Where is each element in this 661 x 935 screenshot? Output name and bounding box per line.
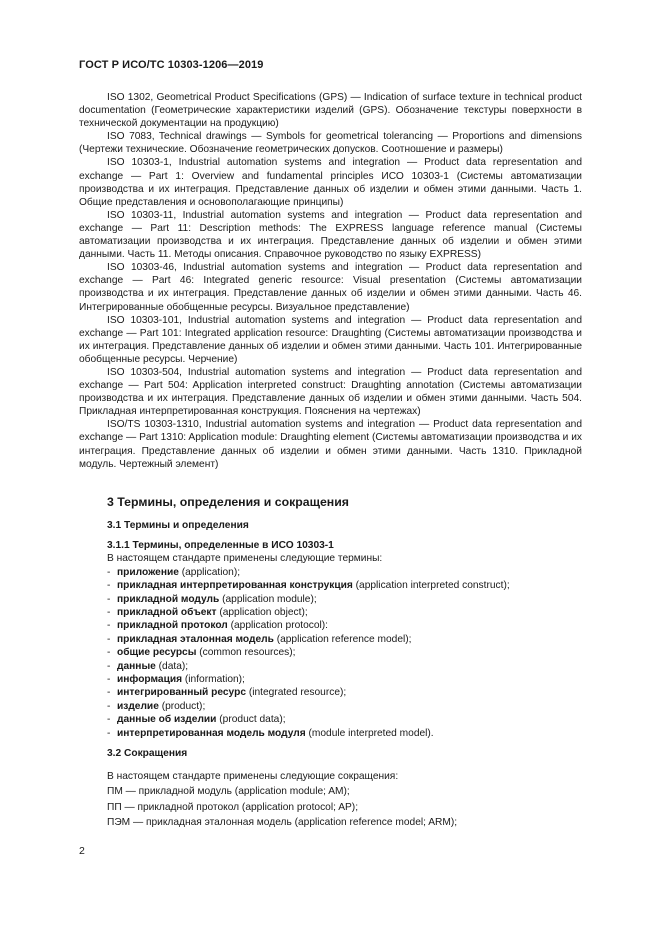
list-item: - прикладная интерпретированная конструкция (application interpreted construct); [107,580,510,592]
term-name: интегрированный ресурс [117,687,246,699]
normative-references [79,91,582,471]
term-english: (information); [182,674,245,686]
term-name: прикладная интерпретированная конструкция [117,580,353,592]
list-item: - изделие (product); [107,700,206,712]
reference-item: ISO 10303-1, Industrial automation systems and integration — Product data representation and exchange — Part 1: Overview and fundamental principles ИСО 10303-1 (Системы автоматизации производства и их интеграция. Представление данных об изделии и обмен этими данными. Часть 1. Общие представления и основополагающие принципы) [79,157,582,208]
term-name: интерпретированная модель модуля [117,727,306,739]
term-name: информация [117,674,183,686]
abbreviations-block [107,769,587,831]
subsection-title: 3.2 Сокращения [107,748,188,759]
terms-intro: В настоящем стандарте применены следующие термины: [107,553,383,565]
section-title: 3 Термины, определения и сокращения [107,495,349,509]
reference-item: ISO 10303-504, Industrial automation systems and integration — Product data representation and exchange — Part 504: Application interpreted construct: Draughting annotation (Системы автоматизации производства и их интеграция. Представление данных об изделии и обмен этими данными. Часть 504. Прикладная интерпретированная конструкция. Пояснения на чертежах) [79,366,582,418]
list-item: - общие ресурсы (common resources); [107,647,296,659]
standard-header: ГОСТ Р ИСО/ТС 10303-1206—2019 [79,59,264,71]
list-item: - интегрированный ресурс (integrated resource); [107,687,347,699]
term-english: (application module); [219,593,317,605]
term-name: прикладной протокол [117,620,228,632]
reference-item: ISO 7083, Technical drawings — Symbols for geometrical tolerancing — Proportions and dimensions (Чертежи технические. Обозначение геометрических допусков. Соотношение и размеры) [79,131,582,156]
term-english: (application interpreted construct); [352,580,510,592]
list-item: - прикладной модуль (application module); [107,593,317,605]
list-item: - данные (data); [107,660,189,672]
abbreviations-intro: В настоящем стандарте применены следующие сокращения: [107,771,399,782]
term-english: (integrated resource); [245,687,347,699]
list-item: - информация (information); [107,674,245,686]
term-english: (data); [155,660,189,672]
term-list [107,566,587,740]
term-name: приложение [117,566,179,578]
reference-item: ISO 1302, Geometrical Product Specifications (GPS) — Indication of surface texture in technical product documentation (Геометрические характеристики изделий (GPS). Обозначение текстуры поверхности в технической документации на продукцию) [79,92,582,130]
term-english: (product data); [216,714,286,726]
list-item: - приложение (application); [107,566,241,578]
reference-item: ISO 10303-46, Industrial automation systems and integration — Product data representation and exchange — Part 46: Integrated generic resource: Visual presentation (Системы автоматизации производства и их интеграция. Представление данных об изделии и обмен этими данными. Часть 46. Интегрированные обобщенные ресурсы. Визуальное представление) [79,262,582,313]
subsubsection-title: 3.1.1 Термины, определенные в ИСО 10303-1 [107,540,334,551]
reference-item: ISO 10303-101, Industrial automation systems and integration — Product data representation and exchange — Part 101: Integrated application resource: Draughting (Системы автоматизации производства и их интеграция. Представление данных об изделии и обмен этими данными. Часть 101. Интегрированные обобщенные ресурсы. Черчение) [79,314,582,365]
abbreviation-item: ПЭМ — прикладная эталонная модель (application reference model; ARM); [107,817,458,829]
terms-block [107,539,587,740]
reference-item: ISO/TS 10303-1310, Industrial automation systems and integration — Product data representation and exchange — Part 1310: Application module: Draughting element (Системы автоматизации производства и их интеграция. Представление данных об изделии и обмен этими данными. Часть 1310. Прикладной модуль. Чертежный элемент) [79,419,582,470]
term-english: (module interpreted model). [305,727,434,739]
term-name: прикладная эталонная модель [117,633,274,645]
term-english: (application); [178,566,241,578]
term-name: изделие [117,700,159,712]
term-name: общие ресурсы [117,647,197,659]
abbreviation-item: ПМ — прикладной модуль (application module; AM); [107,786,350,798]
list-item: - данные об изделии (product data); [107,714,286,726]
subsection-title: 3.1 Термины и определения [107,520,249,531]
page-number: 2 [79,845,85,857]
list-item: - прикладной протокол (application protocol): [107,620,328,632]
term-name: прикладной объект [117,607,217,619]
term-name: данные [117,660,156,672]
term-english: (application reference model); [273,633,412,645]
list-item: - интерпретированная модель модуля (module interpreted model). [107,727,434,739]
term-english: (product); [158,700,206,712]
term-english: (common resources); [196,647,296,659]
abbreviation-item: ПП — прикладной протокол (application protocol; AP); [107,801,359,813]
term-english: (application object); [216,607,308,619]
list-item: - прикладной объект (application object); [107,607,308,619]
reference-item: ISO 10303-11, Industrial automation systems and integration — Product data representation and exchange — Part 11: Description methods: The EXPRESS language reference manual (Системы автоматизации производства и их интеграция. Представление данных об изделии и обмен этими данными. Часть 11. Методы описания. Справочное руководство по языку EXPRESS) [79,209,582,261]
list-item: - прикладная эталонная модель (application reference model); [107,633,412,645]
term-english: (application protocol): [227,620,328,632]
term-name: данные об изделии [117,714,217,726]
term-name: прикладной модуль [117,593,220,605]
